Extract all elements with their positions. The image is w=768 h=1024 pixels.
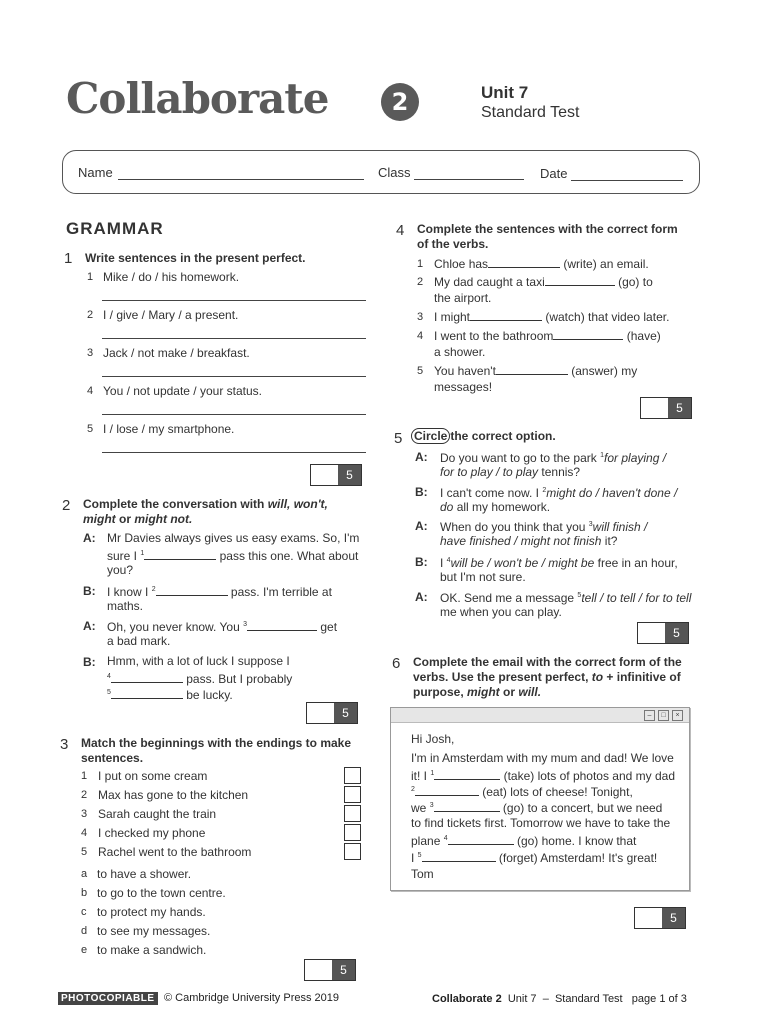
option-set-2-cont[interactable]: do [440,500,454,514]
q4-item-number: 4 [417,330,424,342]
q4-item: I went to the bathroom (have) [434,329,661,343]
q4-item-number: 1 [417,258,424,270]
q4-item-continued: a shower. [434,345,486,359]
logo-level-badge: 2 [381,83,419,121]
email-line: I $^5$ (forget) Amsterdam! It's great! [411,851,658,865]
q3-beginning-number: 4 [81,827,88,839]
class-field[interactable] [414,179,524,180]
gap-2[interactable] [156,595,228,596]
q4-item-continued: messages! [434,380,493,394]
q3-answer-box[interactable] [344,805,361,822]
dialogue-line: $^4$ pass. But I probably [107,672,293,686]
dialogue-line: $^5$ be lucky. [107,688,233,702]
email-title-bar [391,708,689,723]
q4-item-number: 5 [417,365,424,377]
q6-number: 6 [392,655,401,672]
q3-ending: to protect my hands. [97,905,206,919]
email-signoff: Tom [411,867,434,881]
gap-5[interactable] [111,698,183,699]
q4-item-number: 2 [417,276,424,288]
speaker-label: A: [83,531,96,545]
speaker-label: B: [83,584,96,598]
q3-ending-letter: c [81,906,87,918]
email-line: it! I $^1$ (take) lots of photos and my dad [411,769,676,783]
email-greeting: Hi Josh, [411,732,455,746]
q4-gap[interactable] [496,374,568,375]
q1-score-box[interactable] [310,464,362,486]
q1-answer-line[interactable] [102,452,366,453]
q3-ending-letter: d [81,925,88,937]
q3-score-box[interactable] [304,959,356,981]
q4-item: You haven't (answer) my [434,364,638,378]
dialogue-line: but I'm not sure. [440,570,526,584]
q2-number: 2 [62,497,71,514]
gap-1[interactable] [144,559,216,560]
dialogue-line: me when you can play. [440,605,562,619]
q3-answer-box[interactable] [344,824,361,841]
email-gap-5[interactable] [422,861,496,862]
q3-ending: to have a shower. [97,867,192,881]
q3-ending: to see my messages. [97,924,211,938]
q3-title-line2: sentences. [81,751,144,765]
email-line: we $^3$ (go) to a concert, but we need [411,801,663,815]
dialogue-line: maths. [107,599,144,613]
q4-number: 4 [396,222,405,239]
q4-item-continued: the airport. [434,291,492,305]
email-gap-1[interactable] [434,779,500,780]
q1-item-number: 5 [87,423,94,435]
q1-item-prompt: Mike / do / his homework. [103,270,240,284]
dialogue-line: I know I $^2$ pass. I'm terrible at [107,585,332,599]
q4-item-number: 3 [417,311,424,323]
gap-3[interactable] [247,630,317,631]
class-label: Class [378,165,411,180]
q4-max-score: 5 [668,398,691,418]
q6-title-line2: verbs. Use the present perfect, to + infinitive of [413,670,681,684]
q1-item-number: 4 [87,385,94,397]
date-label: Date [540,166,568,181]
q3-title-line1: Match the beginnings with the endings to make [81,736,352,750]
q2-title-line2: might or might not. [83,512,193,526]
q1-answer-line[interactable] [102,376,366,377]
q2-score-box[interactable] [306,702,358,724]
q3-ending-letter: b [81,887,88,899]
q1-item-number: 2 [87,309,94,321]
speaker-label: A: [415,590,428,604]
name-label: Name [78,165,113,180]
dialogue-line: I can't come now. I $^2$might do / haven't done / [440,486,678,500]
q4-score-box[interactable] [640,397,692,419]
q1-number: 1 [64,250,73,267]
q1-title: Write sentences in the present perfect. [85,251,306,265]
q4-gap[interactable] [488,267,560,268]
q1-max-score: 5 [338,465,361,485]
q3-beginning-number: 3 [81,808,88,820]
maximize-icon[interactable]: □ [658,710,669,721]
q3-beginning: Rachel went to the bathroom [98,845,252,859]
section-title: GRAMMAR [66,219,164,238]
q1-item-prompt: I / lose / my smartphone. [103,422,235,436]
q3-answer-box[interactable] [344,767,361,784]
email-gap-4[interactable] [448,844,514,845]
q3-beginning-number: 2 [81,789,88,801]
q1-answer-line[interactable] [102,338,366,339]
q2-max-score: 5 [334,703,357,723]
q3-beginning: Max has gone to the kitchen [98,788,249,802]
email-gap-2[interactable] [415,795,479,796]
option-set-3[interactable]: will finish / [592,520,648,534]
q1-item-prompt: You / not update / your status. [103,384,262,398]
dialogue-line: sure I $^1$ pass this one. What about [107,549,359,563]
copyright: © Cambridge University Press 2019 [164,992,340,1004]
unit-title: Unit 7 [481,83,529,102]
q4-gap[interactable] [470,320,542,321]
q3-beginning-number: 5 [81,846,88,858]
q3-beginning: I checked my phone [98,826,206,840]
q4-title-line2: of the verbs. [417,237,489,251]
q1-item-prompt: I / give / Mary / a present. [103,308,239,322]
q4-gap[interactable] [553,339,623,340]
q5-number: 5 [394,430,403,447]
q3-answer-box[interactable] [344,843,361,860]
dialogue-line: I $^4$will be / won't be / might be free in an hour, [440,556,678,570]
option-set-2[interactable]: might do / haven't done / [546,486,678,500]
q6-max-score: 5 [662,908,685,928]
speaker-label: B: [415,485,428,499]
option-set-5[interactable]: tell / to tell / for to tell [581,591,692,605]
q1-item-number: 1 [87,271,94,283]
option-set-4[interactable]: will be / won't be / might be [450,556,595,570]
q6-score-box[interactable] [634,907,686,929]
dialogue-line: Mr Davies always gives us easy exams. So, I'm [107,531,360,545]
q3-max-score: 5 [332,960,355,980]
email-line: to find tickets first. Tomorrow we have to take the [411,816,671,830]
q6-title-line1: Complete the email with the correct form of the [413,655,682,669]
q5-score-box[interactable] [637,622,689,644]
dialogue-line: Hmm, with a lot of luck I suppose I [107,654,290,668]
dialogue-line: you? [107,563,134,577]
dialogue-line: Do you want to go to the park $^1$for playing / [440,451,667,465]
email-line: $^2$ (eat) lots of cheese! Tonight, [411,785,633,799]
q3-ending: to go to the town centre. [97,886,226,900]
email-line: I'm in Amsterdam with my mum and dad! We love [411,751,674,765]
gap-4[interactable] [111,682,183,683]
name-field[interactable] [118,179,364,180]
speaker-label: B: [83,655,96,669]
speaker-label: A: [415,450,428,464]
q4-gap[interactable] [545,285,615,286]
option-set-1-cont[interactable]: for to play / to play [440,465,539,479]
q3-ending: to make a sandwich. [97,943,207,957]
q4-title-line1: Complete the sentences with the correct form [417,222,678,236]
q6-title-line3: purpose, might or will. [413,685,542,699]
speaker-label: B: [415,555,428,569]
minimize-icon[interactable]: – [644,710,655,721]
q3-number: 3 [60,736,69,753]
email-gap-3[interactable] [434,811,500,812]
test-type: Standard Test [481,104,580,121]
speaker-label: A: [83,619,96,633]
q1-item-prompt: Jack / not make / breakfast. [103,346,250,360]
dialogue-line: do all my homework. [440,500,551,514]
dialogue-line: a bad mark. [107,634,171,648]
speaker-label: A: [415,519,428,533]
q1-item-number: 3 [87,347,94,359]
dialogue-line: OK. Send me a message $^5$tell / to tell / for to tell [440,591,692,605]
q3-ending-letter: e [81,944,88,956]
footer-course: Collaborate 2 Unit 7 – Standard Test page 1 of 3 [432,993,687,1005]
dialogue-line: have finished / might not finish it? [440,534,618,548]
option-set-3-cont[interactable]: have finished / might not finish [440,534,602,548]
close-icon[interactable]: × [672,710,683,721]
q3-beginning: I put on some cream [98,769,208,783]
q4-item: Chloe has (write) an email. [434,257,649,271]
q3-beginning: Sarah caught the train [98,807,217,821]
logo-text: Collaborate [66,74,329,123]
q5-max-score: 5 [665,623,688,643]
option-set-1[interactable]: for playing / [604,451,667,465]
email-line: plane $^4$ (go) home. I know that [411,834,637,848]
photocopiable-badge: PHOTOCOPIABLE [58,992,158,1005]
q3-answer-box[interactable] [344,786,361,803]
q1-answer-line[interactable] [102,414,366,415]
q1-answer-line[interactable] [102,300,366,301]
q4-item: My dad caught a taxi (go) to [434,275,653,289]
q3-ending-letter: a [81,868,88,880]
q5-title: Circle the correct option. [411,429,556,444]
q2-title-line1: Complete the conversation with will, won't, [83,497,328,511]
q3-beginning-number: 1 [81,770,88,782]
dialogue-line: for to play / to play tennis? [440,465,581,479]
dialogue-line: When do you think that you $^3$will finish / [440,520,648,534]
q4-item: I might (watch) that video later. [434,310,670,324]
dialogue-line: Oh, you never know. You $^3$ get [107,620,338,634]
date-field[interactable] [571,180,683,181]
